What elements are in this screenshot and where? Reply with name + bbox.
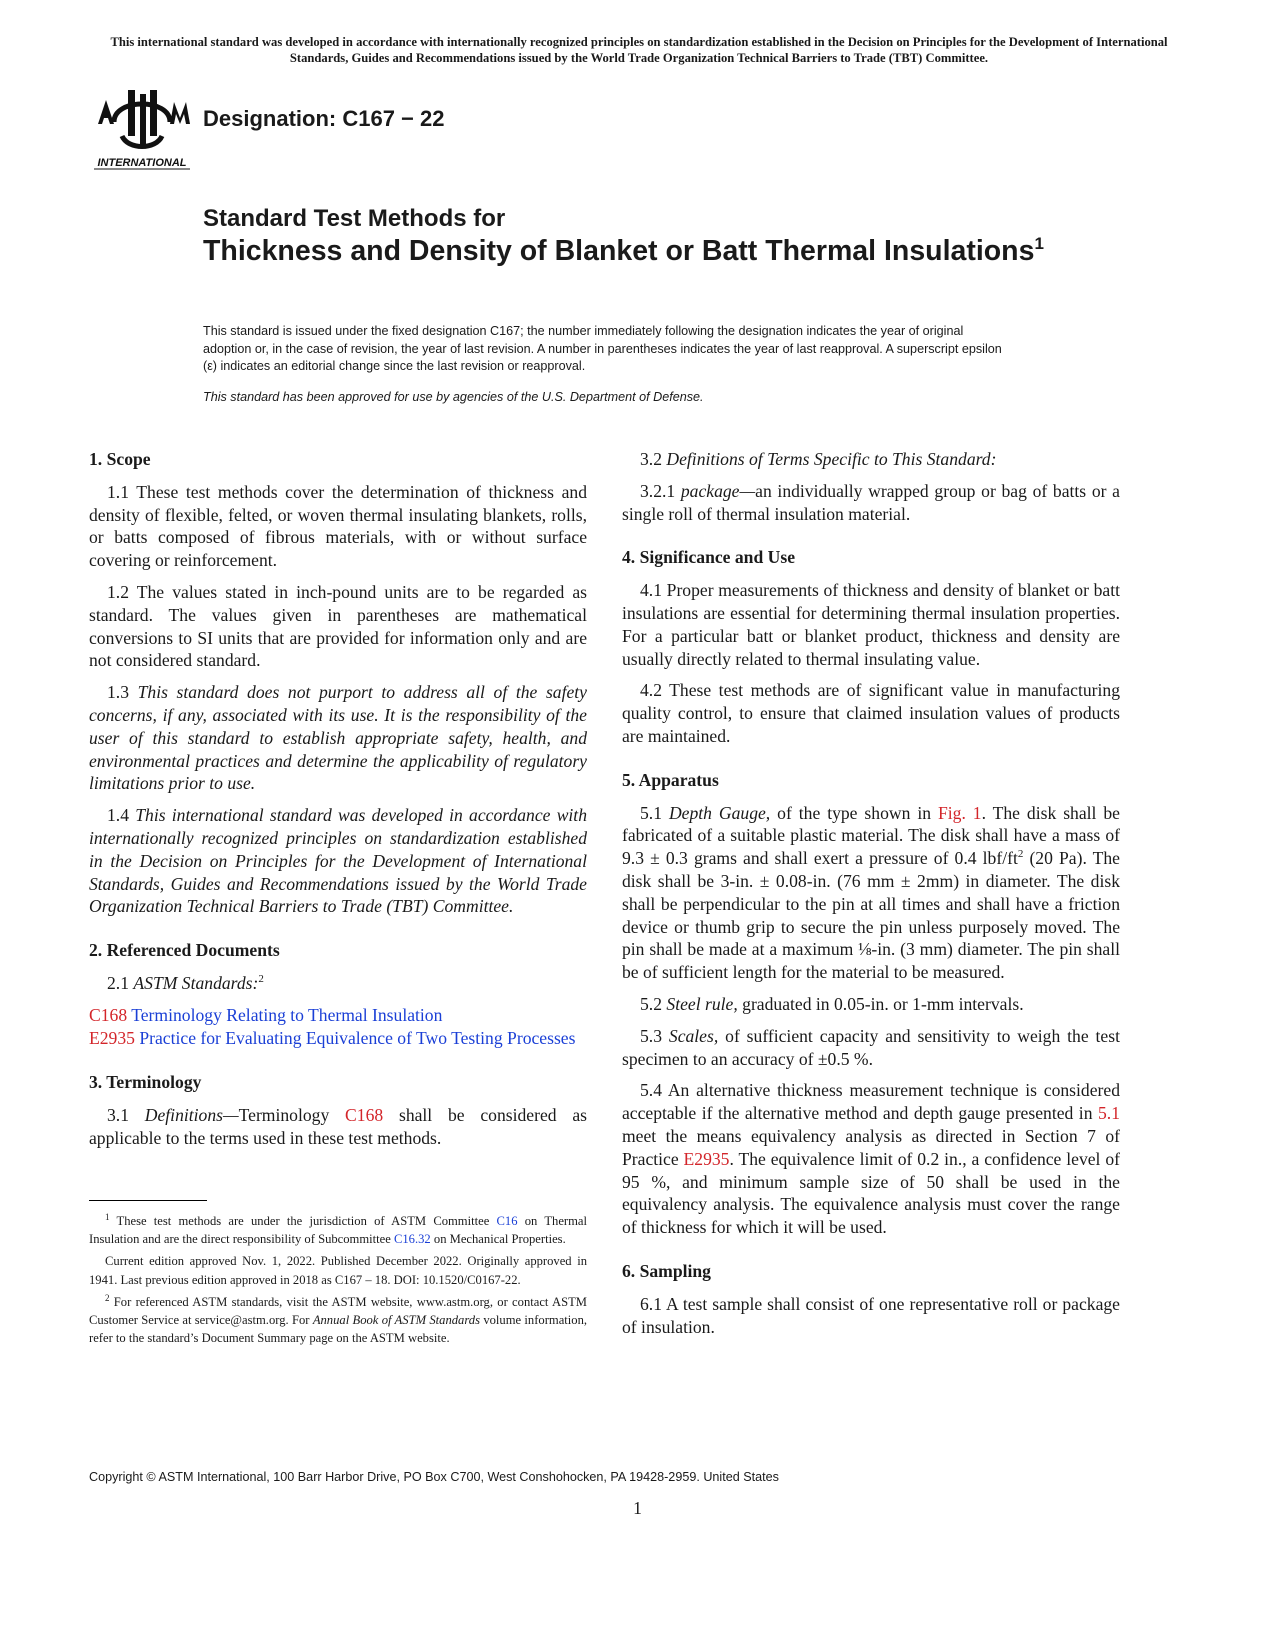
term: Steel rule,: [666, 993, 738, 1014]
paragraph-number: 5.1: [640, 802, 662, 823]
paragraph-5-3: [622, 1025, 1120, 1071]
paragraph-5-1: [622, 802, 1120, 984]
footnote-mark: 2: [105, 1292, 110, 1303]
paragraph-text: This international standard was developed in accordance with internationally recognized principles on standardization established in the Decision on Principles for the Development of International Standards, Guides and Recommendations issued by the World Trade Organization Technical Barriers to Trade (TBT) Committee.: [89, 805, 587, 917]
issuance-note: This standard is issued under the fixed designation C167; the number immediately following the designation indicates the year of original adoption or, in the case of revision, the year of last revision. A number in parentheses indicates the year of last reapproval. A superscript epsilon (ε) indicates an editorial change since the last revision or reapproval.: [203, 324, 1002, 374]
section-heading-sampling: 6. Sampling: [622, 1260, 711, 1281]
footnote-text: on Mechanical Properties.: [433, 1232, 566, 1247]
paragraph-number: 3.2.1: [640, 480, 676, 501]
copyright-line: Copyright © ASTM International, 100 Barr Harbor Drive, PO Box C700, West Conshohocken, PA 19428-2959. United States: [89, 1470, 779, 1484]
paragraph-label: ASTM Standards:: [133, 972, 259, 993]
title-prefix: Standard Test Methods for: [203, 205, 506, 232]
footnote-edition: Current edition approved Nov. 1, 2022. Published December 2022. Originally approved in 1941. Last previous edition approved in 2018 as C167 – 18. DOI: 10.1520/C0167-22.: [89, 1254, 587, 1287]
paragraph-3-1: [89, 1104, 587, 1150]
paragraph-1-2: 1.2 The values stated in inch-pound units are to be regarded as standard. The values given in parentheses are mathematical conversions to SI units that are provided for information only and are not considered standard.: [89, 581, 587, 671]
footnote-text: Annual Book of ASTM Standards: [312, 1313, 480, 1328]
reference-code-link[interactable]: C168: [89, 1004, 128, 1025]
paragraph-1-4: [89, 804, 587, 918]
title-block: [203, 204, 1103, 268]
paragraph-2-1: [89, 972, 587, 995]
paragraph-number: 3.1: [107, 1105, 129, 1126]
paragraph-text: Terminology: [238, 1105, 330, 1126]
reference-title-link[interactable]: Terminology Relating to Thermal Insulation: [131, 1004, 443, 1025]
term: Scales,: [668, 1025, 719, 1046]
section-heading-significance: 4. Significance and Use: [622, 547, 796, 568]
paragraph-text: . The disk shall be fabricated of a suitable plastic material. The disk shall have a mass of 9.3 ± 0.3 grams and shall exert a pressure of 0.4 lbf/ft: [622, 802, 1120, 869]
c168-link[interactable]: C168: [345, 1105, 384, 1126]
paragraph-1-3: [89, 681, 587, 795]
paragraph-4-1: 4.1 Proper measurements of thickness and density of blanket or batt insulations are essential for determining thermal insulation properties. For a particular batt or blanket product, thickness and density are usually directly related to thermal insulating value.: [622, 580, 1120, 669]
footnote-mark: 1: [105, 1212, 110, 1222]
title-footnote-mark: 1: [1034, 234, 1044, 253]
paragraph-text: This standard does not purport to address all of the safety concerns, if any, associated with its use. It is the responsibility of the user of this standard to establish appropriate safety, health, and environmental practices and determine the applicability of regulatory limitations prior to use.: [89, 682, 587, 794]
committee-c16-link[interactable]: C16: [496, 1214, 518, 1228]
footnotes: [89, 1212, 587, 1351]
footnote-mark: 2: [258, 972, 264, 985]
paragraph-1-1: 1.1 These test methods cover the determination of thickness and density of flexible, felted, or woven thermal insulating blankets, rolls, or batts composed of fibrous materials, with or without surface covering or reinforcement.: [89, 481, 587, 571]
paragraph-text: meet the means equivalency analysis as directed in Section 7 of Practice: [622, 1125, 1120, 1169]
footnote-1: [89, 1212, 587, 1248]
footnote-text: These test methods are under the jurisdiction of ASTM Committee: [116, 1214, 490, 1228]
fig-1-link[interactable]: Fig. 1: [937, 802, 982, 823]
footnote-text: on Thermal Insulation and are the direct responsibility of Subcommittee: [89, 1214, 587, 1247]
section-heading-referenced-documents: 2. Referenced Documents: [89, 940, 280, 961]
paragraph-4-2: 4.2 These test methods are of significant value in manufacturing quality control, to ensure that claimed insulation values of products are maintained.: [622, 680, 1120, 746]
paragraph-number: 1.4: [107, 805, 129, 826]
reference-e2935: [89, 1027, 587, 1050]
paragraph-text: . The equivalence limit of 0.2 in., a confidence level of 95 %, and minimum sample size of 50 shall be used in the equivalency analysis. The equivalence analysis must cover the range of thickness for which it will be used.: [622, 1148, 1120, 1238]
term: package—: [680, 480, 756, 501]
paragraph-text: graduated in 0.05-in. or 1-mm intervals.: [742, 993, 1024, 1014]
superscript: 2: [1017, 848, 1024, 861]
astm-logo: [92, 84, 192, 170]
reference-title-link[interactable]: Practice for Evaluating Equivalence of Two Testing Processes: [139, 1027, 576, 1048]
paragraph-5-4: [622, 1079, 1120, 1239]
left-column: [89, 448, 587, 1159]
footnote-text: volume information, refer to the standard’s Document Summary page on the ASTM website.: [89, 1313, 588, 1346]
paragraph-5-2: [622, 993, 1120, 1016]
e2935-link[interactable]: E2935: [683, 1148, 730, 1169]
paragraph-text: 5.4 An alternative thickness measurement technique is considered acceptable if the alternative method and depth gauge presented in: [622, 1080, 1120, 1124]
footnote-2: [89, 1293, 587, 1348]
subcommittee-link[interactable]: C16.32: [393, 1232, 431, 1247]
section-heading-terminology: 3. Terminology: [89, 1072, 202, 1093]
paragraph-text: of the type shown in: [777, 802, 932, 823]
section-heading-scope: 1. Scope: [89, 449, 151, 469]
paragraph-number: 5.2: [640, 993, 662, 1014]
tbt-notice: This international standard was developed in accordance with internationally recognized principles on standardization established in the Decision on Principles for the Development of International Standards, Guides and Recommendations issued by the World Trade Organization Technical Barriers to Trade (TBT) Committee.: [110, 35, 1168, 65]
paragraph-text: (20 Pa). The disk shall be 3-in. ± 0.08-in. (76 mm ± 2mm) in diameter. The disk shall be perpendicular to the pin at all times and shall have a friction device or thumb grip to secure the pin unless purposely moved. The pin shall be made at a maximum ⅛-in. (3 mm) diameter. The pin shall be of sufficient length for the material to be measured.: [622, 848, 1120, 983]
paragraph-number: 3.2: [640, 449, 662, 469]
reference-code-link[interactable]: E2935: [89, 1027, 135, 1048]
footnote-divider: [89, 1200, 207, 1201]
designation: Designation: C167 − 22: [203, 106, 445, 131]
reference-c168: [89, 1004, 587, 1027]
paragraph-3-2-1: [622, 480, 1120, 526]
paragraph-6-1: 6.1 A test sample shall consist of one representative roll or package of insulation.: [622, 1293, 1120, 1337]
section-heading-apparatus: 5. Apparatus: [622, 769, 719, 790]
term: Definitions—: [144, 1105, 239, 1126]
document-title: [203, 234, 1103, 268]
paragraph-text: shall be considered as applicable to the terms used in these test methods.: [89, 1105, 587, 1148]
paragraph-text: of sufficient capacity and sensitivity to weigh the test specimen to an accuracy of ±0.5 %.: [622, 1025, 1120, 1069]
section-5-1-link[interactable]: 5.1: [1098, 1103, 1120, 1124]
footnote-text: For referenced ASTM standards, visit the ASTM website, www.astm.org, or contact ASTM Customer Service at service@astm.org. For: [89, 1294, 587, 1328]
right-column: [622, 448, 1120, 1347]
paragraph-label: Definitions of Terms Specific to This Standard:: [666, 449, 997, 469]
paragraph-text: an individually wrapped group or bag of batts or a single roll of thermal insulation material.: [622, 480, 1120, 524]
paragraph-number: 2.1: [107, 972, 129, 993]
logo-text: INTERNATIONAL: [97, 157, 187, 169]
paragraph-number: 5.3: [640, 1025, 662, 1046]
paragraph-number: 1.3: [107, 682, 129, 703]
term: Depth Gauge,: [668, 802, 771, 823]
title-text: Thickness and Density of Blanket or Batt Thermal Insulations: [203, 235, 1035, 267]
paragraph-3-2: [622, 448, 1120, 471]
dod-approval-note: This standard has been approved for use by agencies of the U.S. Department of Defense.: [203, 390, 704, 404]
page-number: 1: [633, 1498, 642, 1518]
